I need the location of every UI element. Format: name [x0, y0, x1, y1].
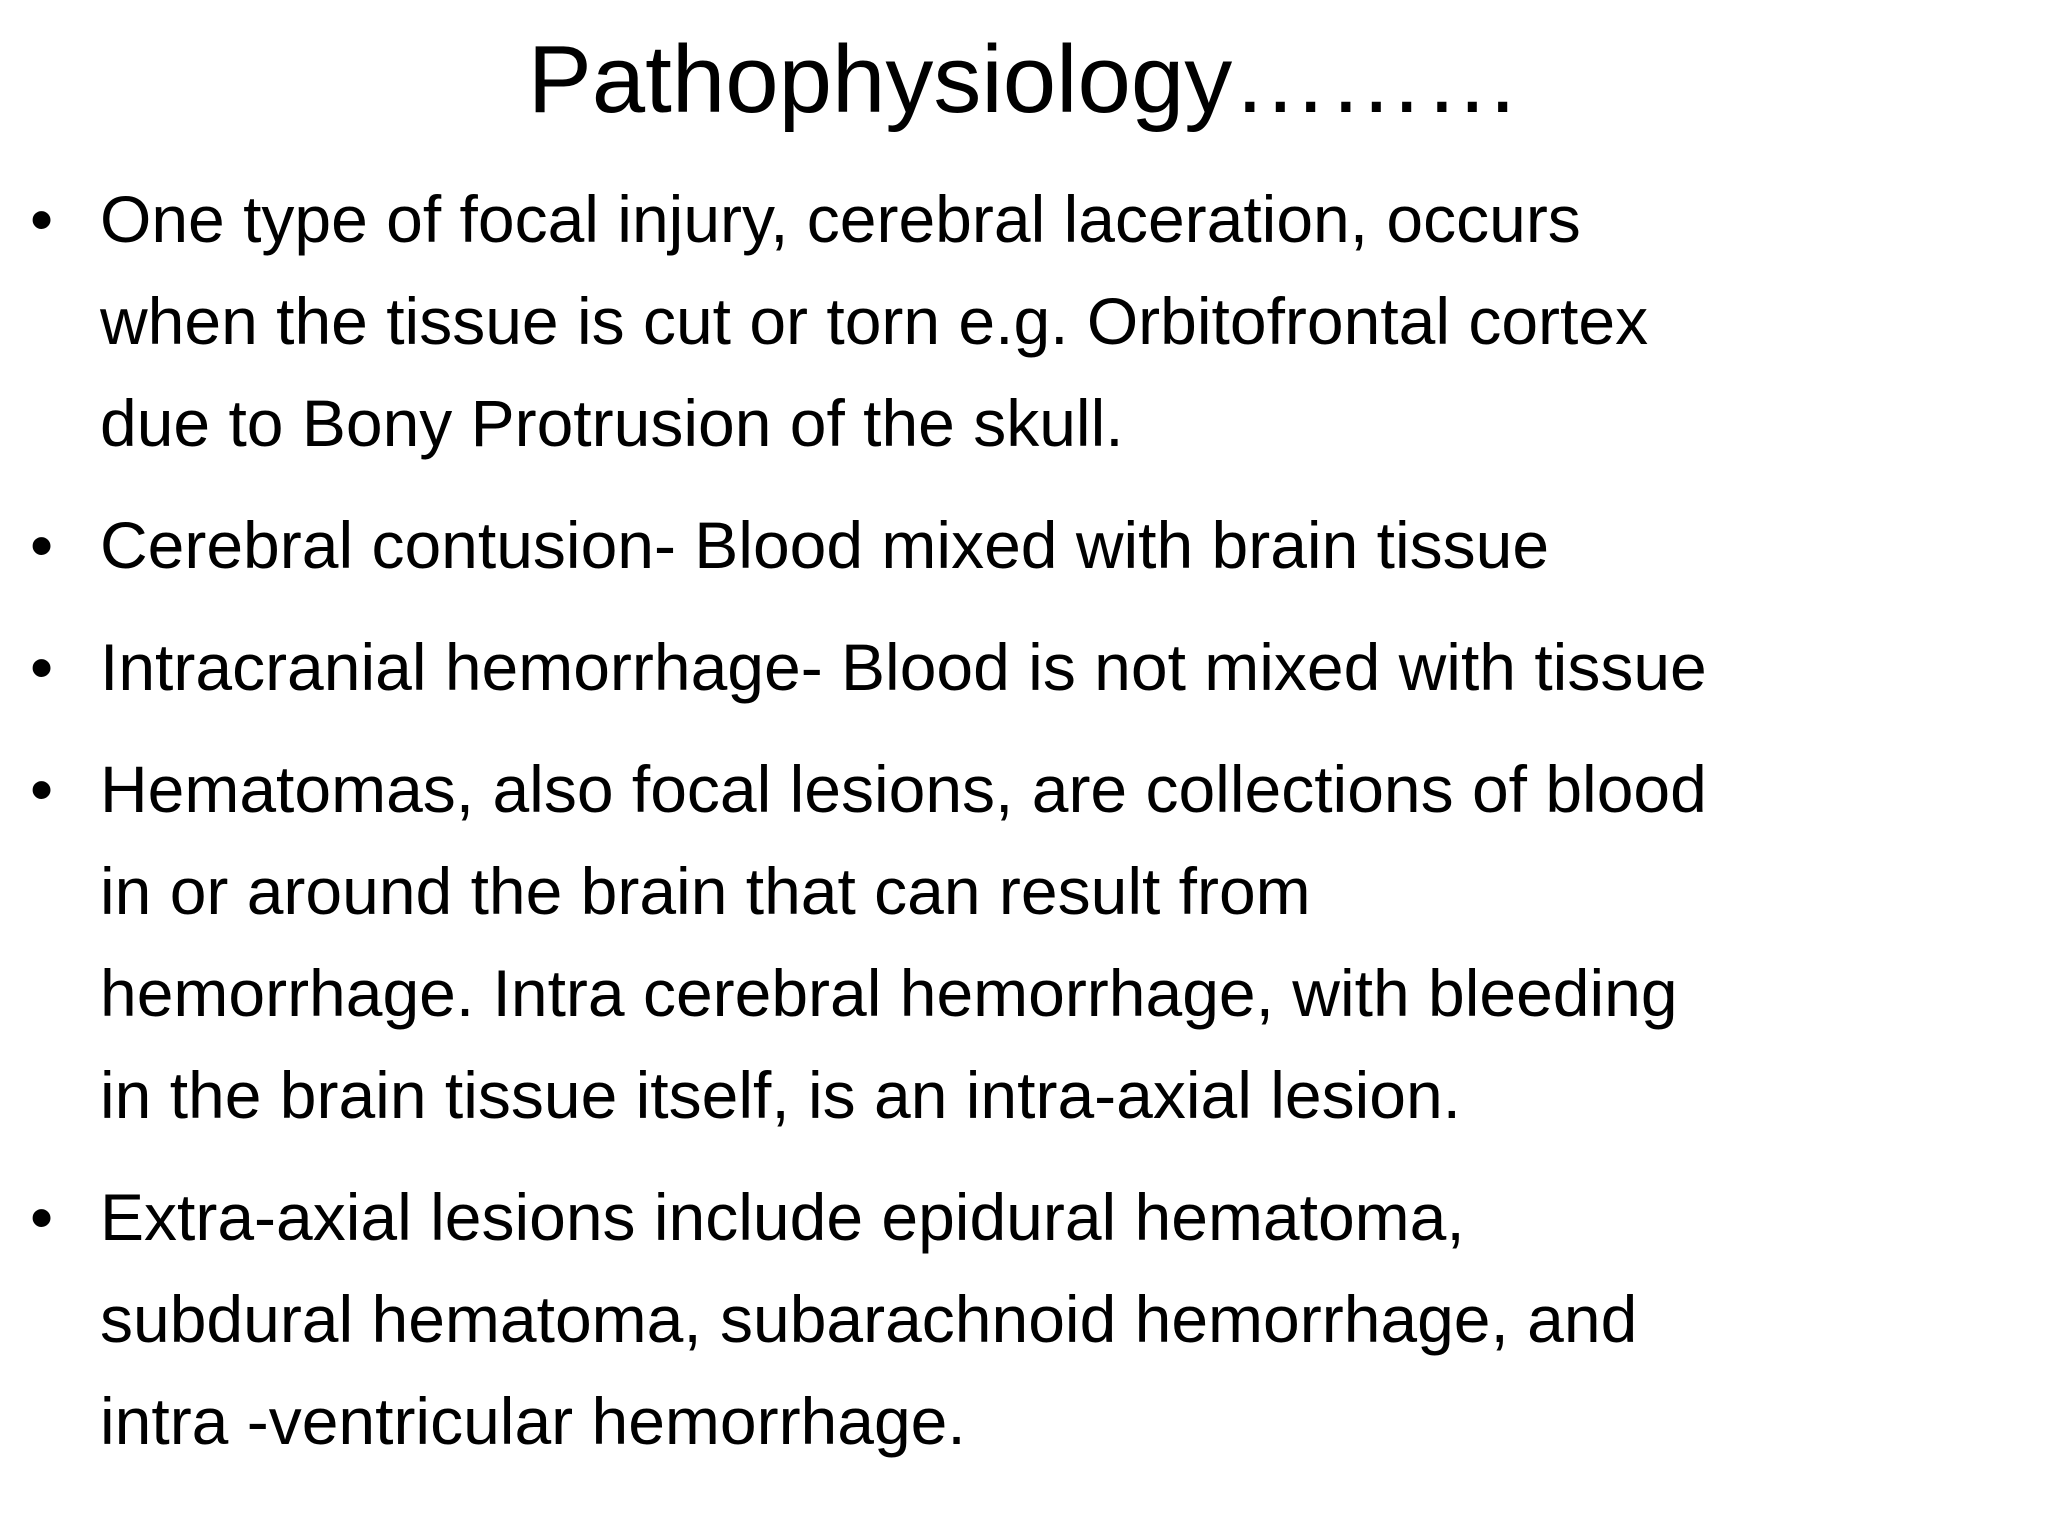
- bullet-text-line: Cerebral contusion- Blood mixed with brain tissue: [100, 508, 1550, 582]
- slide-title: Pathophysiology………: [527, 26, 1521, 133]
- bullet-text-line: in or around the brain that can result from: [100, 854, 1311, 928]
- bullet-icon: •: [30, 630, 54, 704]
- bullet-text-line: Intracranial hemorrhage- Blood is not mixed with tissue: [100, 630, 1707, 704]
- bullet-text-line: subdural hematoma, subarachnoid hemorrhage, and: [100, 1282, 1638, 1356]
- bullet-item-contusion: [30, 494, 2040, 596]
- bullet-text-line: Hematomas, also focal lesions, are collections of blood: [100, 752, 1707, 826]
- bullet-text-line: hemorrhage. Intra cerebral hemorrhage, with bleeding: [100, 956, 1678, 1030]
- bullet-text-line: due to Bony Protrusion of the skull.: [100, 386, 1124, 460]
- bullet-icon: •: [30, 752, 54, 826]
- bullet-icon: •: [30, 1180, 54, 1254]
- bullet-item-extra-axial: [30, 1166, 2040, 1472]
- bullet-item-intracranial-hemorrhage: [30, 616, 2040, 718]
- bullet-text-line: in the brain tissue itself, is an intra-axial lesion.: [100, 1058, 1461, 1132]
- bullet-icon: •: [30, 508, 54, 582]
- bullet-item-hematomas: [30, 738, 2040, 1146]
- bullet-text-line: intra -ventricular hemorrhage.: [100, 1384, 966, 1458]
- bullet-list: [30, 168, 2040, 1492]
- bullet-icon: •: [30, 182, 54, 256]
- bullet-item-laceration: [30, 168, 2040, 474]
- bullet-text-line: Extra-axial lesions include epidural hematoma,: [100, 1180, 1465, 1254]
- bullet-text-line: One type of focal injury, cerebral laceration, occurs: [100, 182, 1581, 256]
- bullet-text-line: when the tissue is cut or torn e.g. Orbitofrontal cortex: [100, 284, 1649, 358]
